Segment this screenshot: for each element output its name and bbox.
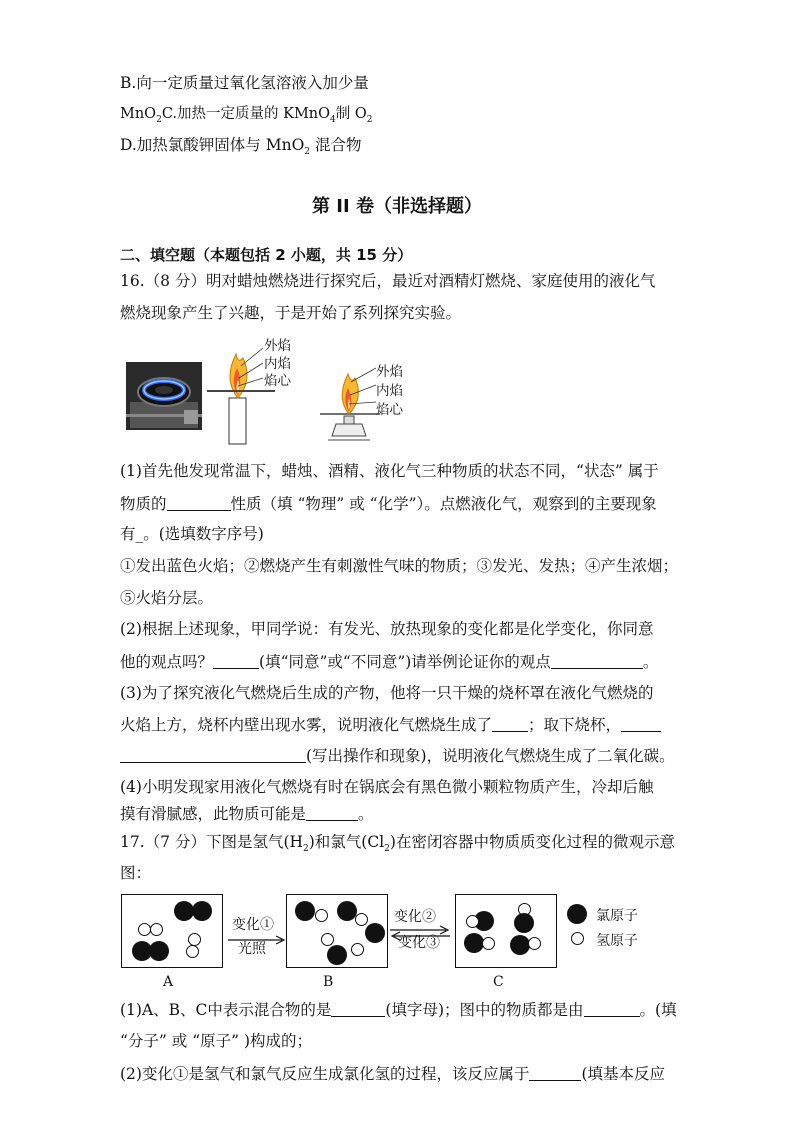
hydrogen-atom bbox=[188, 933, 201, 946]
lamp-flame-diagram bbox=[318, 362, 418, 446]
hydrogen-legend-label: 氢原子 bbox=[596, 933, 638, 949]
q16-p4-line2: 摸有滑腻感，此物质可能是 。 bbox=[120, 805, 374, 823]
hydrogen-atom bbox=[321, 933, 334, 946]
q16-line2: 燃烧现象产生了兴趣，于是开始了系列探究实验。 bbox=[120, 304, 462, 322]
q16-p1-line2: 物质的 性质（填 “物理” 或 “化学”）。点燃液化气，观察到的主要现象 bbox=[120, 495, 657, 513]
answer-blank[interactable] bbox=[120, 748, 306, 763]
section-heading: 二、填空题（本题包括 2 小题，共 15 分） bbox=[120, 246, 413, 264]
chlorine-atom bbox=[365, 923, 385, 943]
answer-blank[interactable] bbox=[306, 806, 358, 821]
q17-line2: 图： bbox=[120, 864, 152, 882]
chlorine-atom bbox=[464, 933, 484, 953]
gas-stove-image bbox=[126, 362, 202, 430]
chlorine-legend-label: 氯原子 bbox=[596, 908, 638, 924]
answer-blank[interactable] bbox=[584, 1002, 640, 1017]
arrow2-label: 变化② bbox=[394, 909, 436, 925]
hydrogen-atom bbox=[528, 937, 541, 950]
answer-blank[interactable] bbox=[492, 717, 528, 732]
hydrogen-atom bbox=[186, 945, 199, 958]
chlorine-atom bbox=[149, 941, 169, 961]
arrow1-top-label: 变化① bbox=[232, 917, 274, 933]
q16-p1-line3: 有_。(选填数字序号) bbox=[120, 525, 264, 543]
hydrogen-atom bbox=[466, 915, 479, 928]
box-c bbox=[455, 894, 557, 968]
option-c-line: MnO$_2$C.加热一定质量的 KMnO$_4$制 $O_2$ bbox=[120, 106, 373, 125]
answer-blank[interactable] bbox=[331, 1002, 385, 1017]
chlorine-atom bbox=[514, 913, 534, 933]
hydrogen-legend-marker bbox=[571, 932, 584, 945]
lamp-core-label: 焰心 bbox=[376, 402, 403, 418]
q16-line1: 16.（8 分）明对蜡烛燃烧进行探究后，最近对酒精灯燃烧、家庭使用的液化气 bbox=[120, 272, 656, 290]
arrow3-label: 变化③ bbox=[398, 935, 440, 951]
chlorine-atom bbox=[510, 935, 530, 955]
answer-blank[interactable] bbox=[529, 1066, 581, 1081]
chlorine-legend-marker bbox=[567, 904, 587, 924]
answer-blank[interactable] bbox=[551, 654, 643, 669]
q16-p1-line4: ①发出蓝色火焰；②燃烧产生有刺激性气味的物质；③发光、发热；④产生浓烟； bbox=[120, 557, 679, 575]
candle-outer-label: 外焰 bbox=[264, 338, 291, 354]
lamp-inner-label: 内焰 bbox=[376, 383, 403, 399]
arrow1-bottom-label: 光照 bbox=[238, 941, 266, 957]
lamp-outer-label: 外焰 bbox=[376, 364, 403, 380]
box-c-label: C bbox=[493, 974, 504, 990]
chlorine-atom bbox=[192, 901, 212, 921]
hydrogen-atom bbox=[355, 913, 368, 926]
option-d-line: D.加热氯酸钾固体与 MnO$_2$ 混合物 bbox=[120, 136, 362, 158]
q16-p3-line3: (写出操作和现象)，说明液化气燃烧生成了二氧化碳。 bbox=[120, 748, 675, 765]
candle-inner-label: 内焰 bbox=[264, 356, 291, 372]
part-title: 第 II 卷（非选择题） bbox=[312, 196, 482, 217]
q17-p1-line2: “分子” 或 “原子” )构成的； bbox=[120, 1032, 313, 1050]
answer-blank[interactable] bbox=[167, 496, 231, 511]
hydrogen-atom bbox=[150, 923, 163, 936]
box-b bbox=[286, 894, 388, 968]
q16-p1-line5: ⑤火焰分层。 bbox=[120, 589, 214, 607]
hydrogen-atom bbox=[315, 909, 328, 922]
q16-p2-line2: 他的观点吗？ (填“同意”或“不同意”)请举例论证你的观点 。 bbox=[120, 653, 659, 671]
hydrogen-atom bbox=[351, 943, 364, 956]
q17-line1: 17.（7 分）下图是氢气$(H_2)$和氯气$(Cl_2)$在密闭容器中物质质变化过程的微观示意 bbox=[120, 833, 675, 855]
chlorine-atom bbox=[327, 945, 347, 965]
q17-p2-line1: (2)变化①是氢气和氯气反应生成氯化氢的过程，该反应属于 (填基本反应 bbox=[120, 1065, 666, 1083]
hydrogen-atom bbox=[482, 937, 495, 950]
box-b-label: B bbox=[323, 974, 334, 990]
option-b-line: B.向一定质量过氧化氢溶液入加少量 bbox=[120, 74, 369, 92]
chlorine-atom bbox=[174, 901, 194, 921]
box-a bbox=[121, 894, 223, 968]
answer-blank[interactable] bbox=[213, 654, 259, 669]
candle-core-label: 焰心 bbox=[264, 373, 291, 389]
q16-p3-line2: 火焰上方，烧杯内壁出现水雾，说明液化气燃烧生成了 ；取下烧杯， bbox=[120, 717, 661, 734]
q16-p1-line1: (1)首先他发现常温下，蜡烛、酒精、液化气三种物质的状态不同，“状态” 属于 bbox=[120, 462, 659, 480]
chlorine-atom bbox=[295, 901, 315, 921]
q16-p3-line1: (3)为了探究液化气燃烧后生成的产物，他将一只干燥的烧杯罩在液化气燃烧的 bbox=[120, 684, 654, 702]
q16-p2-line1: (2)根据上述现象，甲同学说：有发光、放热现象的变化都是化学变化，你同意 bbox=[120, 620, 654, 638]
q17-p1-line1: (1)A、B、C中表示混合物的是 (填字母)；图中的物质都是由 。(填 bbox=[120, 1001, 677, 1019]
q16-p4-line1: (4)小明发现家用液化气燃烧有时在锅底会有黑色微小颗粒物质产生，冷却后触 bbox=[120, 778, 654, 796]
answer-blank[interactable] bbox=[621, 717, 661, 732]
chlorine-atom bbox=[337, 901, 357, 921]
box-a-label: A bbox=[163, 974, 174, 990]
